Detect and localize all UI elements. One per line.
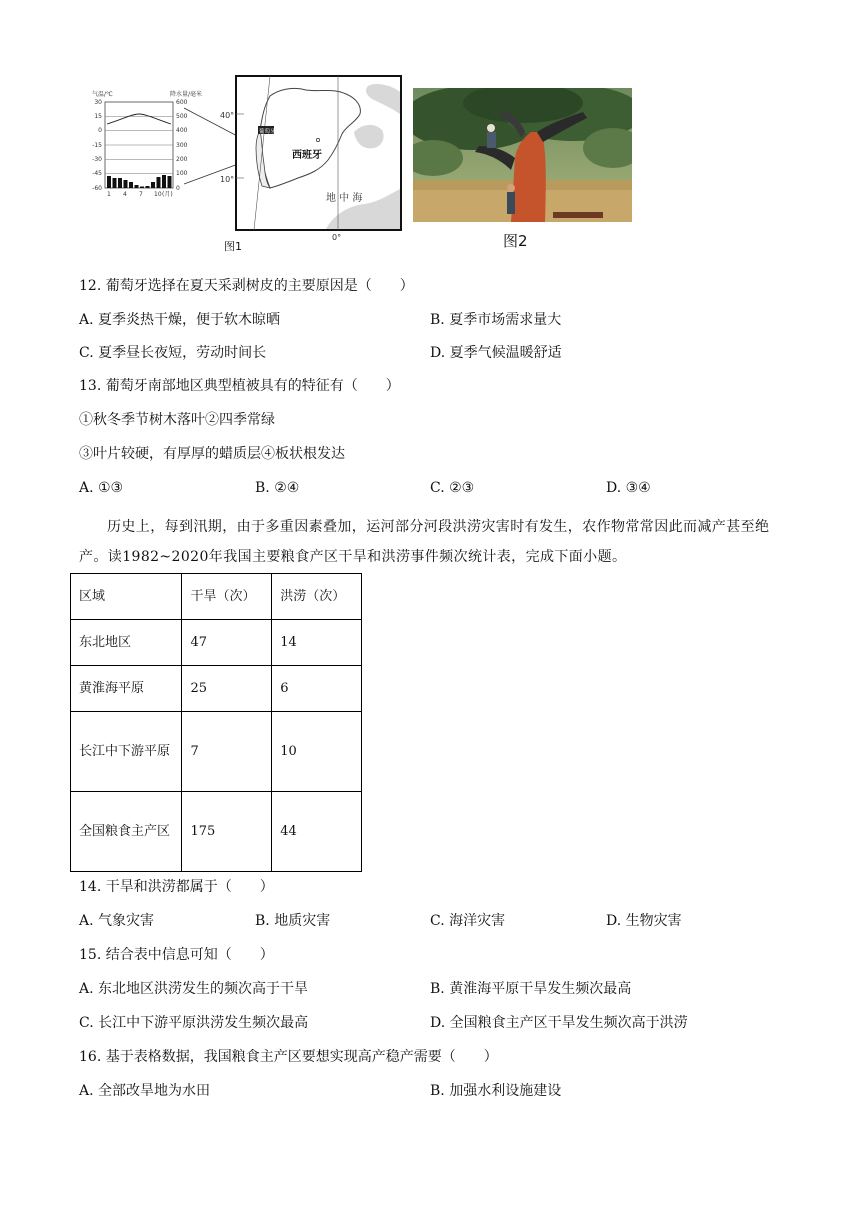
q16-option-a[interactable]: A. 全部改旱地为水田 bbox=[79, 1083, 211, 1099]
q16-stem: 16. 基于表格数据，我国粮食主产区要想实现高产稳产需要（ ） bbox=[79, 1049, 498, 1065]
precip-tick: 400 bbox=[176, 127, 188, 134]
month-tick: 10 bbox=[154, 191, 162, 198]
q13-option-c[interactable]: C. ②③ bbox=[430, 480, 475, 496]
table-cell: 175 bbox=[182, 792, 272, 872]
table-header-cell: 区域 bbox=[71, 574, 182, 620]
precip-axis-label: 降水量/毫米 bbox=[170, 91, 203, 98]
table-row bbox=[71, 666, 362, 712]
table-cell: 黄淮海平原 bbox=[71, 666, 182, 712]
table-header-row bbox=[71, 574, 362, 620]
precip-tick: 0 bbox=[176, 185, 180, 192]
q16-option-b[interactable]: B. 加强水利设施建设 bbox=[430, 1083, 562, 1099]
table-cell: 全国粮食主产区 bbox=[71, 792, 182, 872]
q13-option-a[interactable]: A. ①③ bbox=[79, 480, 124, 496]
spain-label: 西班牙 bbox=[292, 150, 322, 161]
temperature-curve bbox=[107, 114, 171, 124]
precip-tick: 500 bbox=[176, 113, 188, 120]
drought-flood-table bbox=[70, 573, 362, 872]
table-cell: 长江中下游平原 bbox=[71, 712, 182, 792]
temp-tick: 30 bbox=[94, 99, 102, 106]
temp-tick: -60 bbox=[92, 185, 102, 192]
q12-option-a[interactable]: A. 夏季炎热干燥，便于软木晾晒 bbox=[79, 312, 281, 328]
q15-option-c[interactable]: C. 长江中下游平原洪涝发生频次最高 bbox=[79, 1015, 309, 1031]
q13-statement-2: ③叶片较硬，有厚厚的蜡质层④板状根发达 bbox=[79, 446, 345, 462]
q14-stem: 14. 干旱和洪涝都属于（ ） bbox=[79, 879, 274, 895]
q14-option-b[interactable]: B. 地质灾害 bbox=[255, 913, 331, 929]
passage: 历史上，每到汛期，由于多重因素叠加，运河部分河段洪涝灾害时有发生，农作物常常因此而减产甚至绝产。读1982~2020年我国主要粮食产区干旱和洪涝事件频次统计表，完成下面小题。 bbox=[79, 519, 770, 565]
month-tick: 7 bbox=[139, 191, 143, 198]
temp-tick: 0 bbox=[98, 127, 102, 134]
table-cell: 14 bbox=[272, 620, 362, 666]
sea-label: 地 中 海 bbox=[326, 193, 363, 204]
temp-axis-label: 气温/℃ bbox=[92, 91, 113, 98]
latitude-label-40: 40° bbox=[220, 111, 235, 120]
table-cell: 6 bbox=[272, 666, 362, 712]
table-header-cell: 洪涝（次） bbox=[272, 574, 362, 620]
q14-option-c[interactable]: C. 海洋灾害 bbox=[430, 913, 506, 929]
figure-1-label: 图1 bbox=[224, 240, 242, 253]
q13-option-b[interactable]: B. ②④ bbox=[255, 480, 300, 496]
temp-tick: -45 bbox=[92, 170, 102, 177]
table-header-cell: 干旱（次） bbox=[182, 574, 272, 620]
q12-stem: 12. 葡萄牙选择在夏天采剥树皮的主要原因是（ ） bbox=[79, 278, 414, 294]
q15-option-d[interactable]: D. 全国粮食主产区干旱发生频次高于洪涝 bbox=[430, 1015, 688, 1031]
q15-stem: 15. 结合表中信息可知（ ） bbox=[79, 947, 274, 963]
table-cell: 7 bbox=[182, 712, 272, 792]
month-tick: 4 bbox=[123, 191, 127, 198]
temp-tick: -30 bbox=[92, 156, 102, 163]
month-tick: 1 bbox=[107, 191, 111, 198]
table-cell: 47 bbox=[182, 620, 272, 666]
q15-option-b[interactable]: B. 黄淮海平原干旱发生频次最高 bbox=[430, 981, 632, 997]
figure-2-label: 图2 bbox=[503, 232, 528, 250]
q12-option-d[interactable]: D. 夏季气候温暖舒适 bbox=[430, 345, 562, 361]
temp-tick: -15 bbox=[92, 142, 102, 149]
q13-option-d[interactable]: D. ③④ bbox=[606, 480, 651, 496]
table-cell: 东北地区 bbox=[71, 620, 182, 666]
q12-option-b[interactable]: B. 夏季市场需求量大 bbox=[430, 312, 562, 328]
table-row bbox=[71, 620, 362, 666]
q15-option-a[interactable]: A. 东北地区洪涝发生的频次高于干旱 bbox=[79, 981, 309, 997]
q13-statement-1: ①秋冬季节树木落叶②四季常绿 bbox=[79, 412, 275, 428]
month-unit: (月) bbox=[162, 191, 173, 198]
table-row bbox=[71, 792, 362, 872]
temp-tick: 15 bbox=[94, 113, 102, 120]
cork-oak-photo bbox=[413, 88, 632, 222]
table-row bbox=[71, 712, 362, 792]
q12-option-c[interactable]: C. 夏季昼长夜短，劳动时间长 bbox=[79, 345, 267, 361]
q13-stem: 13. 葡萄牙南部地区典型植被具有的特征有（ ） bbox=[79, 378, 400, 394]
table-cell: 25 bbox=[182, 666, 272, 712]
q14-option-d[interactable]: D. 生物灾害 bbox=[606, 913, 682, 929]
precipitation-bars bbox=[107, 175, 172, 188]
q14-option-a[interactable]: A. 气象灾害 bbox=[79, 913, 155, 929]
table-cell: 44 bbox=[272, 792, 362, 872]
precip-tick: 200 bbox=[176, 156, 188, 163]
table-cell: 10 bbox=[272, 712, 362, 792]
precip-tick: 100 bbox=[176, 170, 188, 177]
longitude-label-0: 0° bbox=[332, 233, 342, 242]
iberia-map bbox=[214, 74, 410, 249]
precip-tick: 300 bbox=[176, 142, 188, 149]
precip-tick: 600 bbox=[176, 99, 188, 106]
portugal-label: 葡萄牙 bbox=[259, 129, 276, 135]
latitude-label-10: 10° bbox=[220, 175, 235, 184]
